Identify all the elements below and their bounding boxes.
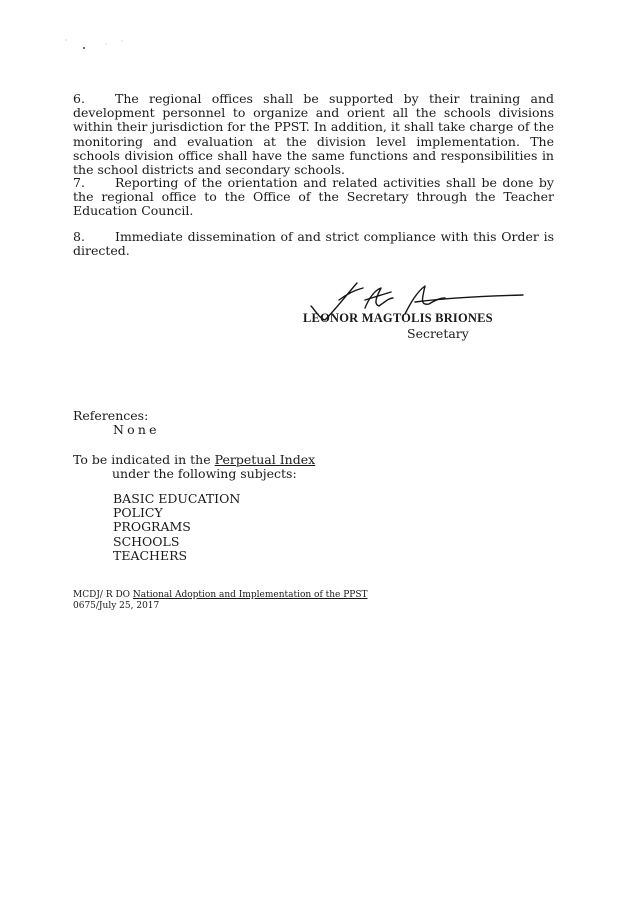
footer-date-line: 0675/July 25, 2017 bbox=[73, 600, 160, 611]
subject-item: POLICY bbox=[113, 505, 163, 521]
signature-block bbox=[295, 280, 535, 344]
references-label: References: bbox=[73, 408, 149, 423]
scan-specks bbox=[60, 38, 140, 52]
paragraph-number: 7. bbox=[73, 175, 85, 190]
footer-code-prefix: MCDJ/ R DO bbox=[73, 590, 133, 600]
paragraph-number: 8. bbox=[73, 229, 85, 244]
perpetual-index-link: Perpetual Index bbox=[214, 452, 316, 467]
paragraph-text: The regional offices shall be supported by their training and development personnel to organize and orient all the schools divisions within their jurisdiction for the PPST. In addition, it shall take charge of the monitoring and evaluation at the division level implementation. The schools division office shall have the same functions and responsibilities in the school districts and secondary schools. bbox=[73, 91, 554, 178]
subject-item: BASIC EDUCATION bbox=[113, 491, 241, 506]
subject-item: TEACHERS bbox=[113, 547, 188, 563]
footer-code-line bbox=[73, 590, 368, 601]
document-footer bbox=[73, 590, 368, 611]
paragraph-6 bbox=[73, 92, 554, 177]
paragraph-8 bbox=[73, 230, 554, 258]
references-value: None bbox=[113, 422, 160, 437]
paragraph-number: 6. bbox=[73, 91, 85, 106]
paragraph-text: Immediate dissemination of and strict compliance with this Order is directed. bbox=[73, 229, 554, 259]
paragraph-7 bbox=[73, 176, 554, 219]
signatory-name: LEONOR MAGTOLIS BRIONES bbox=[303, 311, 493, 325]
subject-item: PROGRAMS bbox=[113, 519, 191, 535]
index-subline: under the following subjects: bbox=[112, 466, 297, 481]
subjects-list bbox=[113, 492, 240, 563]
paragraph-text: Reporting of the orientation and related activities shall be done by the regional office to the Office of the Secretary through the Teacher Education Council. bbox=[73, 175, 554, 219]
index-prefix: To be indicated in the bbox=[73, 452, 215, 467]
signatory-title: Secretary bbox=[407, 326, 469, 341]
footer-code-title: National Adoption and Implementation of the PPST bbox=[132, 590, 368, 600]
subject-item: SCHOOLS bbox=[113, 533, 180, 549]
